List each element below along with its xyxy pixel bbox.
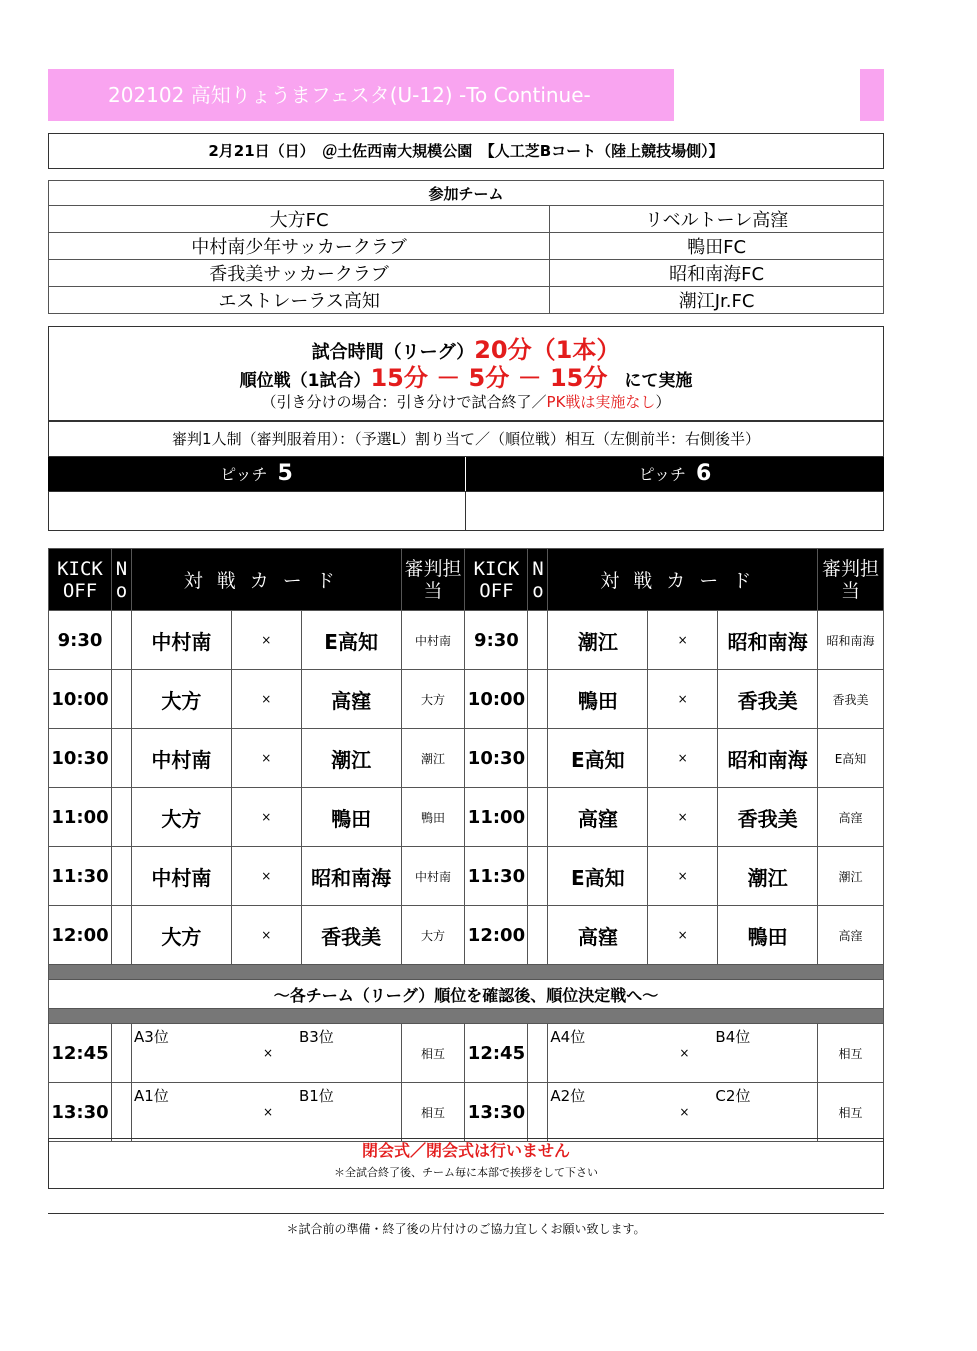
team-cell: 中村南少年サッカークラブ (49, 233, 550, 260)
match-no (111, 611, 131, 670)
away-team: 高窪 (301, 670, 401, 729)
home-team: 高窪 (548, 788, 648, 847)
kickoff-time: 11:00 (465, 788, 528, 847)
away-team: 昭和南海 (718, 611, 818, 670)
referee-team: 潮江 (818, 847, 884, 906)
card-header: 対戦カード (548, 549, 818, 611)
home-team: 中村南 (131, 729, 231, 788)
match-no (528, 670, 548, 729)
referee-team: 相互 (818, 1083, 884, 1142)
ranking-message: ～各チーム（リーグ）順位を確認後、順位決定戦へ～ (49, 980, 884, 1009)
away-team: 香我美 (718, 670, 818, 729)
schedule-table (48, 548, 884, 1142)
kickoff-time: 11:00 (49, 788, 112, 847)
pitch-5-header: ピッチ 5 (48, 457, 465, 491)
away-team: 潮江 (718, 847, 818, 906)
ref-header: 審判担当 (818, 549, 884, 611)
kickoff-time: 13:30 (465, 1083, 528, 1142)
referee-team: 中村南 (401, 611, 465, 670)
match-no (528, 1024, 548, 1083)
referee-team: 高窪 (818, 788, 884, 847)
slot-b: B3位 (298, 1028, 334, 1046)
kickoff-time: 9:30 (465, 611, 528, 670)
blank-row (48, 491, 466, 531)
kickoff-time: 9:30 (49, 611, 112, 670)
footer-note: ＊試合前の準備・終了後の片付けのご協力宜しくお願い致します。 (286, 1222, 646, 1236)
referee-team: 潮江 (401, 729, 465, 788)
pitch-6-header: ピッチ 6 (466, 457, 884, 491)
home-team: 鴨田 (548, 670, 648, 729)
match-no (111, 1083, 131, 1142)
match-no (111, 906, 131, 965)
match-no (111, 729, 131, 788)
vs-mark: × (231, 729, 301, 788)
title-accent (860, 69, 884, 121)
blank-row (465, 491, 884, 531)
rule-league: 試合時間（リーグ）20分（1本） (311, 336, 621, 364)
teams-table (48, 180, 884, 314)
slot-a: A4位 (550, 1028, 586, 1046)
match-no (111, 788, 131, 847)
kickoff-time: 10:00 (49, 670, 112, 729)
slot-a: A3位 (133, 1028, 169, 1046)
vs-mark: × (231, 788, 301, 847)
match-no (111, 670, 131, 729)
referee-team: 鴨田 (401, 788, 465, 847)
team-cell: 鴨田FC (550, 233, 884, 260)
closing-box (48, 1138, 884, 1189)
away-team: 鴨田 (301, 788, 401, 847)
away-team: 昭和南海 (718, 729, 818, 788)
kickoff-header: KICK OFF (465, 549, 528, 611)
kickoff-time: 11:30 (465, 847, 528, 906)
vs-mark: × (262, 1046, 274, 1060)
kickoff-time: 12:45 (49, 1024, 112, 1083)
home-team: 大方 (131, 906, 231, 965)
no-header: N o (111, 549, 131, 611)
match-no (528, 788, 548, 847)
referee-team: E高知 (818, 729, 884, 788)
ranking-row (49, 1024, 884, 1083)
kickoff-time: 12:00 (49, 906, 112, 965)
vs-mark: × (648, 611, 718, 670)
match-row (49, 611, 884, 670)
vs-mark: × (648, 847, 718, 906)
match-no (528, 1083, 548, 1142)
match-no (528, 729, 548, 788)
match-row (49, 729, 884, 788)
referee-team: 香我美 (818, 670, 884, 729)
match-no (528, 847, 548, 906)
referee-team: 大方 (401, 906, 465, 965)
team-cell: 香我美サッカークラブ (49, 260, 550, 287)
away-team: E高知 (301, 611, 401, 670)
home-team: 中村南 (131, 847, 231, 906)
match-row (49, 847, 884, 906)
match-no (528, 906, 548, 965)
vs-mark: × (231, 906, 301, 965)
page-title: 202102 高知りょうまフェスタ(U-12) -To Continue- (48, 69, 674, 121)
home-team: 潮江 (548, 611, 648, 670)
team-cell: エストレーラス高知 (49, 287, 550, 314)
match-row (49, 906, 884, 965)
home-team: E高知 (548, 847, 648, 906)
kickoff-time: 11:30 (49, 847, 112, 906)
vs-mark: × (679, 1105, 690, 1119)
vs-mark: × (231, 611, 301, 670)
slot-b: B1位 (298, 1087, 334, 1105)
home-team: 高窪 (548, 906, 648, 965)
vs-mark: × (262, 1105, 274, 1119)
kickoff-time: 12:00 (465, 906, 528, 965)
referee-note: 審判1人制（審判服着用）：（予選L）割り当て／（順位戦）相互（左側前半：右側後半） (48, 421, 884, 457)
match-no (111, 847, 131, 906)
referee-team: 中村南 (401, 847, 465, 906)
ref-header: 審判担当 (401, 549, 465, 611)
away-team: 香我美 (718, 788, 818, 847)
home-team: 大方 (131, 670, 231, 729)
rule-ranking: 順位戦（1試合）15分 － 5分 － 15分 にて実施 (239, 364, 693, 392)
teams-header: 参加チーム (49, 181, 884, 206)
team-cell: 潮江Jr.FC (550, 287, 884, 314)
vs-mark: × (648, 788, 718, 847)
away-team: 香我美 (301, 906, 401, 965)
rule-draw: （引き分けの場合：引き分けで試合終了／PK戦は実施なし） (261, 393, 671, 411)
kickoff-time: 10:30 (465, 729, 528, 788)
vs-mark: × (231, 847, 301, 906)
referee-team: 昭和南海 (818, 611, 884, 670)
separator (49, 1009, 884, 1024)
team-cell: 大方FC (49, 206, 550, 233)
ranking-row (49, 1083, 884, 1142)
match-row (49, 670, 884, 729)
kickoff-time: 12:45 (465, 1024, 528, 1083)
referee-team: 高窪 (818, 906, 884, 965)
kickoff-time: 10:00 (465, 670, 528, 729)
closing-title: 閉会式／閉会式は行いません (361, 1141, 570, 1160)
slot-a: A1位 (133, 1087, 169, 1105)
home-team: 中村南 (131, 611, 231, 670)
vs-mark: × (231, 670, 301, 729)
slot-a: A2位 (550, 1087, 586, 1105)
vs-mark: × (679, 1046, 690, 1060)
slot-b: C2位 (715, 1087, 751, 1105)
date-venue: 2月21日（日） ＠土佐西南大規模公園 【人工芝Bコート（陸上競技場側）】 (48, 133, 884, 169)
divider (48, 1213, 884, 1214)
no-header: N o (528, 549, 548, 611)
referee-team: 相互 (401, 1024, 465, 1083)
vs-mark: × (648, 729, 718, 788)
kickoff-time: 13:30 (49, 1083, 112, 1142)
card-header: 対戦カード (131, 549, 401, 611)
kickoff-time: 10:30 (49, 729, 112, 788)
match-row (49, 788, 884, 847)
referee-team: 相互 (401, 1083, 465, 1142)
referee-team: 大方 (401, 670, 465, 729)
referee-team: 相互 (818, 1024, 884, 1083)
away-team: 潮江 (301, 729, 401, 788)
home-team: E高知 (548, 729, 648, 788)
home-team: 大方 (131, 788, 231, 847)
team-cell: 昭和南海FC (550, 260, 884, 287)
rules-box (48, 326, 884, 421)
slot-b: B4位 (715, 1028, 751, 1046)
team-cell: リベルトーレ高窪 (550, 206, 884, 233)
away-team: 鴨田 (718, 906, 818, 965)
match-no (528, 611, 548, 670)
match-no (111, 1024, 131, 1083)
vs-mark: × (648, 670, 718, 729)
kickoff-header: KICK OFF (49, 549, 112, 611)
separator (49, 965, 884, 980)
away-team: 昭和南海 (301, 847, 401, 906)
vs-mark: × (648, 906, 718, 965)
closing-note: ＊全試合終了後、チーム毎に本部で挨拶をして下さい (334, 1166, 598, 1179)
